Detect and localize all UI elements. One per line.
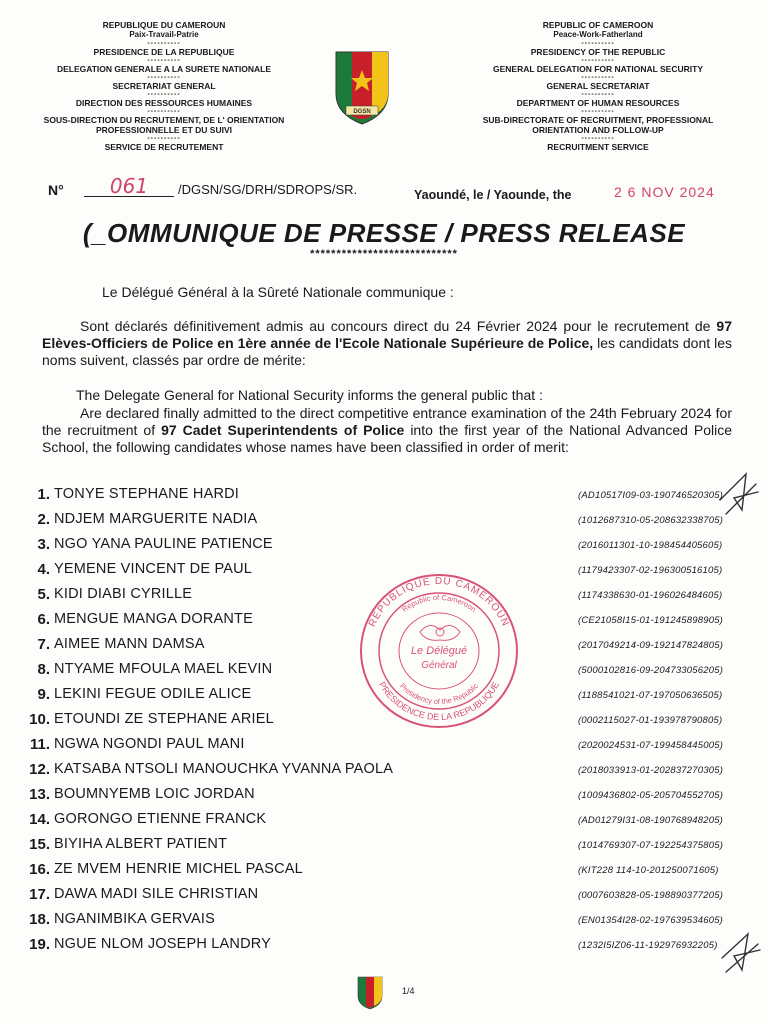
candidate-name: ETOUNDI ZE STEPHANE ARIEL — [54, 711, 274, 727]
footer-crest-logo — [356, 974, 384, 1010]
header-republic-en: REPUBLIC OF CAMEROON — [542, 20, 654, 30]
list-item — [20, 484, 740, 509]
candidate-rank: 12. — [29, 761, 50, 778]
candidate-name: NDJEM MARGUERITE NADIA — [54, 511, 258, 527]
header-separator: ---------- — [147, 57, 181, 64]
stamp-center-line-2: Général — [421, 660, 457, 671]
header-presidency-fr: PRESIDENCE DE LA REPUBLIQUE — [93, 47, 235, 57]
stamp-center-line-1: Le Délégué — [410, 645, 468, 657]
header-republic-fr: REPUBLIQUE DU CAMEROUN — [102, 20, 226, 30]
candidate-name: KIDI DIABI CYRILLE — [54, 586, 193, 602]
intro-english: The Delegate General for National Security informs the general public that : — [76, 387, 543, 403]
header-separator: ---------- — [581, 74, 615, 81]
candidate-rank: 7. — [37, 636, 50, 653]
header-separator: ---------- — [147, 91, 181, 98]
list-item — [20, 734, 740, 759]
header-separator: ---------- — [147, 40, 181, 47]
paragraph-french — [42, 318, 732, 369]
candidate-id: (AD01279I31-08-190768948205) — [578, 815, 724, 826]
list-item — [20, 809, 740, 834]
header-service-en: RECRUITMENT SERVICE — [547, 142, 649, 152]
header-subdirection-fr-2: PROFESSIONNELLE ET DU SUIVI — [95, 125, 233, 135]
candidate-name: MENGUE MANGA DORANTE — [54, 611, 253, 627]
title-underline-stars: **************************** — [310, 248, 458, 260]
list-item — [20, 509, 740, 534]
header-english — [448, 20, 748, 152]
paragraph-french-b: les candidats dont les noms suivent, classés par ordre de mérite: — [42, 335, 733, 368]
candidate-rank: 2. — [37, 511, 50, 528]
initials-signature-top — [716, 470, 762, 520]
candidate-name: ZE MVEM HENRIE MICHEL PASCAL — [54, 861, 303, 877]
candidate-id: (KIT228 114-10-201250071605) — [578, 865, 719, 876]
candidate-name: BOUMNYEMB LOIC JORDAN — [54, 786, 255, 802]
candidate-id: (1174338630-01-196026484605) — [578, 590, 723, 601]
intro-french: Le Délégué Général à la Sûreté Nationale communique : — [102, 284, 454, 300]
header-presidency-en: PRESIDENCY OF THE REPUBLIC — [530, 47, 666, 57]
candidate-name: NGO YANA PAULINE PATIENCE — [54, 536, 273, 552]
candidate-rank: 10. — [29, 711, 50, 728]
reference-number: 061 — [84, 176, 174, 197]
header-secretariat-fr: SECRETARIAT GENERAL — [112, 81, 216, 91]
header-subdirection-en-1: SUB-DIRECTORATE OF RECRUITMENT, PROFESSIONAL — [482, 115, 714, 125]
candidate-name: NGANIMBIKA GERVAIS — [54, 911, 215, 927]
header-separator: ---------- — [581, 40, 615, 47]
candidate-rank: 18. — [29, 911, 50, 928]
svg-text:Republic of Cameroon — [400, 593, 478, 614]
dgsn-crest-logo — [332, 46, 392, 126]
candidate-id: (EN01354I28-02-197639534605) — [578, 915, 724, 926]
candidate-rank: 16. — [29, 861, 50, 878]
header-secretariat-en: GENERAL SECRETARIAT — [546, 81, 650, 91]
list-item — [20, 859, 740, 884]
list-item — [20, 909, 740, 934]
crest-label: DGSN — [353, 109, 371, 115]
reference-date-stamp: 2 6 NOV 2024 — [614, 184, 715, 200]
paragraph-english — [42, 405, 732, 456]
paragraph-english-a: Are declared finally admitted to the direct competitive entrance examination of the 24th February 2024 for the recruitment of — [42, 405, 732, 438]
header-delegation-en: GENERAL DELEGATION FOR NATIONAL SECURITY — [493, 64, 703, 74]
candidate-rank: 9. — [37, 686, 50, 703]
candidate-id: (AD10517I09-03-190746520305) — [578, 490, 724, 501]
initials-signature-bottom — [718, 928, 764, 978]
candidate-rank: 1. — [37, 486, 50, 503]
candidate-rank: 13. — [29, 786, 50, 803]
candidate-name: GORONGO ETIENNE FRANCK — [54, 811, 267, 827]
candidate-name: KATSABA NTSOLI MANOUCHKA YVANNA PAOLA — [54, 761, 394, 777]
candidate-rank: 15. — [29, 836, 50, 853]
paragraph-english-bold: 97 Cadet Superintendents of Police — [161, 422, 405, 438]
reference-prefix: N° — [48, 182, 64, 198]
candidate-rank: 17. — [29, 886, 50, 903]
reference-place: Yaoundé, le / Yaounde, the — [414, 188, 572, 202]
candidate-id: (0002115027-01-193978790805) — [578, 715, 723, 726]
candidate-name: BIYIHA ALBERT PATIENT — [54, 836, 228, 852]
svg-text:REPUBLIQUE DU CAMEROUN — [367, 576, 511, 629]
candidate-name: YEMENE VINCENT DE PAUL — [54, 561, 253, 577]
candidate-name: LEKINI FEGUE ODILE ALICE — [54, 686, 252, 702]
stamp-inner-bottom-text: Presidency of the Republic — [397, 681, 481, 707]
header-subdirection-en-2: ORIENTATION AND FOLLOW-UP — [532, 125, 664, 135]
candidate-id: (CE21058I15-01-191245898905) — [578, 615, 724, 626]
paragraph-french-a: Sont déclarés définitivement admis au concours direct du 24 Février 2024 pour le recrutement de — [80, 318, 717, 334]
reference-path: /DGSN/SG/DRH/SDROPS/SR. — [178, 182, 358, 197]
candidate-name: NTYAME MFOULA MAEL KEVIN — [54, 661, 273, 677]
list-item — [20, 534, 740, 559]
header-direction-en: DEPARTMENT OF HUMAN RESOURCES — [516, 98, 680, 108]
page-number: 1/4 — [402, 986, 415, 996]
candidate-rank: 3. — [37, 536, 50, 553]
candidate-id: (1188541021-07-197050636505) — [578, 690, 723, 701]
candidate-rank: 11. — [29, 736, 50, 753]
header-separator: ---------- — [581, 91, 615, 98]
candidate-name: AIMEE MANN DAMSA — [54, 636, 205, 652]
header-subdirection-fr-1: SOUS-DIRECTION DU RECRUTEMENT, DE L' ORIENTATION — [43, 115, 285, 125]
candidate-id: (2018033913-01-202837270305) — [578, 765, 724, 776]
stamp-outer-bottom-text: PRESIDENCE DE LA REPUBLIQUE — [376, 680, 502, 723]
candidate-id: (2017049214-09-192147824805) — [578, 640, 724, 651]
header-delegation-fr: DELEGATION GENERALE A LA SURETE NATIONALE — [56, 64, 272, 74]
header-separator: ---------- — [147, 74, 181, 81]
candidate-id: (1014769307-07-192254375805) — [578, 840, 724, 851]
list-item — [20, 784, 740, 809]
header-direction-fr: DIRECTION DES RESSOURCES HUMAINES — [75, 98, 253, 108]
document-title: (_OMMUNIQUE DE PRESSE / PRESS RELEASE — [82, 218, 686, 248]
header-separator: ---------- — [581, 108, 615, 115]
candidate-name: NGUE NLOM JOSEPH LANDRY — [54, 936, 272, 952]
candidate-name: DAWA MADI SILE CHRISTIAN — [54, 886, 259, 902]
candidate-rank: 6. — [37, 611, 50, 628]
candidate-id: (1179423307-02-196300516105) — [578, 565, 723, 576]
candidate-rank: 14. — [29, 811, 50, 828]
candidate-name: TONYE STEPHANE HARDI — [54, 486, 240, 502]
candidate-rank: 19. — [29, 936, 50, 953]
candidate-name: NGWA NGONDI PAUL MANI — [54, 736, 245, 752]
header-service-fr: SERVICE DE RECRUTEMENT — [104, 142, 224, 152]
header-motto-en: Peace-Work-Fatherland — [553, 30, 643, 39]
candidate-id: (5000102816-09-204733056205) — [578, 665, 724, 676]
list-item — [20, 834, 740, 859]
candidate-rank: 4. — [37, 561, 50, 578]
official-stamp — [358, 572, 520, 730]
list-item — [20, 884, 740, 909]
stamp-outer-top-text: REPUBLIQUE DU CAMEROUN — [367, 575, 511, 629]
candidate-id: (1009436802-05-205704552705) — [578, 790, 724, 801]
paragraph-english-b: into the first year of the National Advanced Police School, the following candidates whose names have been classified in order of merit: — [42, 422, 733, 455]
list-item — [20, 759, 740, 784]
header-separator: ---------- — [147, 108, 181, 115]
candidate-id: (2020024531-07-199458445005) — [578, 740, 724, 751]
paragraph-french-bold: 97 Elèves-Officiers de Police en 1ère année de l'Ecole Nationale Supérieure de Police, — [42, 318, 732, 351]
candidate-rank: 8. — [37, 661, 50, 678]
header-separator: ---------- — [581, 135, 615, 142]
stamp-inner-top-text: Republic of Cameroon — [400, 592, 478, 614]
candidate-id: (2016011301-10-198454405605) — [578, 540, 723, 551]
header-separator: ---------- — [147, 135, 181, 142]
header-motto-fr: Paix-Travail-Patrie — [129, 30, 199, 39]
candidate-id: (1232I5IZ06-11-192976932205) — [578, 940, 718, 951]
header-french — [18, 20, 310, 152]
candidate-rank: 5. — [37, 586, 50, 603]
list-item — [20, 934, 740, 959]
header-separator: ---------- — [581, 57, 615, 64]
stamp-emblem — [420, 625, 460, 640]
candidate-id: (1012687310-05-208632338705) — [578, 515, 724, 526]
candidate-id: (0007603828-05-198890377205) — [578, 890, 724, 901]
